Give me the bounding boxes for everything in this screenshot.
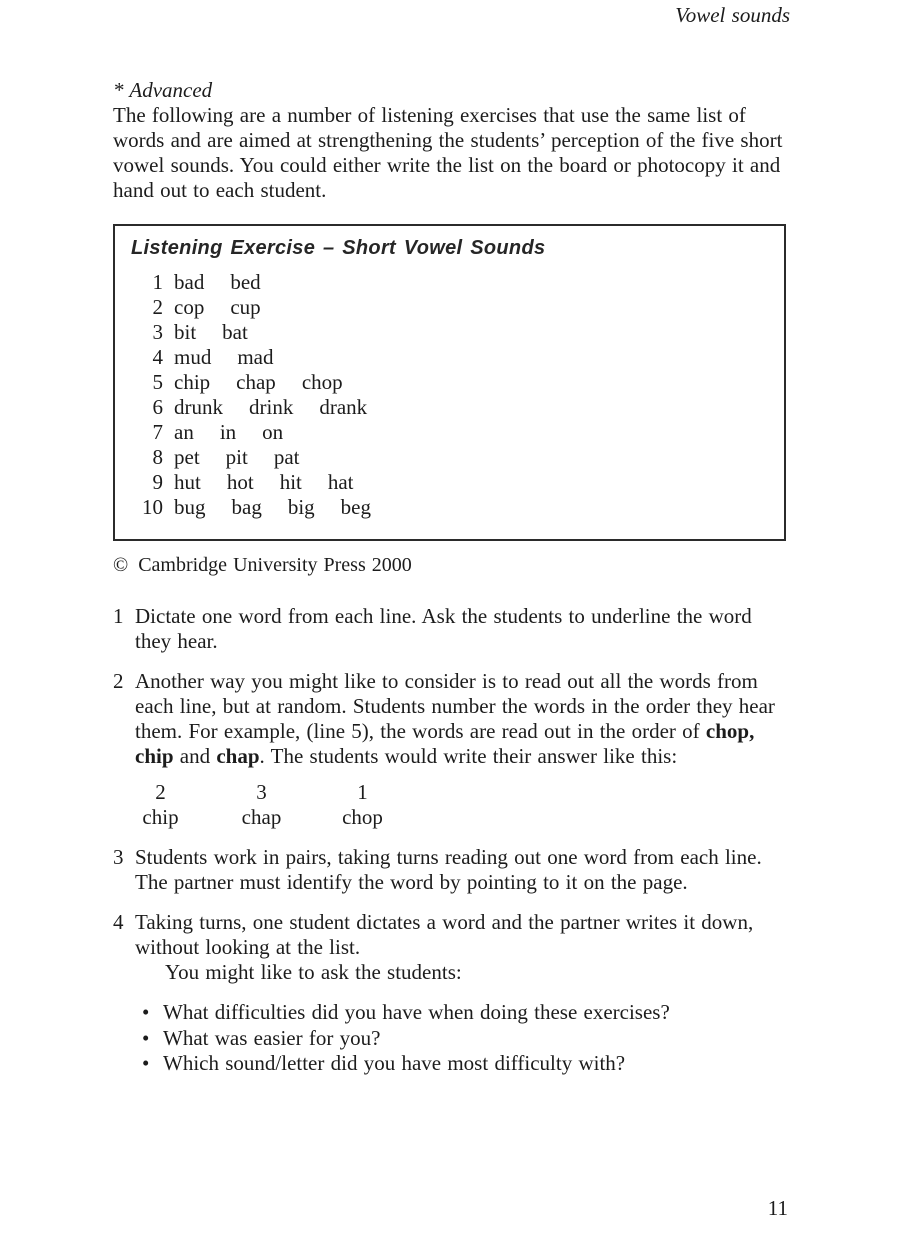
bold-word: chip xyxy=(135,744,174,768)
word: on xyxy=(262,420,284,444)
word: chip xyxy=(174,370,211,394)
word: bag xyxy=(231,495,262,519)
row-number: 4 xyxy=(152,345,163,369)
word: hut xyxy=(174,470,201,494)
example-column xyxy=(211,780,312,830)
word-row xyxy=(131,470,774,495)
word: bug xyxy=(174,495,206,519)
example-column xyxy=(110,780,211,830)
question-item xyxy=(113,1026,790,1052)
question-text: Which sound/letter did you have most difficulty with? xyxy=(163,1051,626,1075)
answer-example xyxy=(110,780,790,830)
word-row xyxy=(131,270,774,295)
word: pet xyxy=(174,445,200,469)
word-row xyxy=(131,320,774,345)
row-number: 8 xyxy=(152,445,163,469)
bullet-icon: • xyxy=(142,1025,150,1050)
bold-word: chap xyxy=(216,744,260,768)
word: mud xyxy=(174,345,212,369)
intro-section xyxy=(113,78,790,203)
running-header: Vowel sounds xyxy=(675,3,790,27)
word: mad xyxy=(237,345,274,369)
row-number: 6 xyxy=(152,395,163,419)
word-list xyxy=(131,270,774,520)
example-word: chop xyxy=(342,805,383,829)
word: cop xyxy=(174,295,205,319)
word: drink xyxy=(249,395,294,419)
instructions-list xyxy=(113,604,790,985)
instruction-text: Dictate one word from each line. Ask the students to underline the word they hear. xyxy=(135,604,752,653)
word: hot xyxy=(226,470,254,494)
instruction-item-3 xyxy=(113,845,790,895)
instruction-text: Students work in pairs, taking turns reading out one word from each line. The partner must identify the word by pointing to it on the page. xyxy=(135,845,762,894)
instruction-body xyxy=(135,604,790,654)
question-item xyxy=(113,1051,790,1077)
word-row xyxy=(131,295,774,320)
row-number: 10 xyxy=(142,495,163,519)
instruction-text xyxy=(135,669,790,769)
instruction-number: 1 xyxy=(113,604,124,628)
word: in xyxy=(219,420,237,444)
word: pat xyxy=(273,445,300,469)
word: pit xyxy=(225,445,248,469)
example-order-number: 1 xyxy=(357,780,368,804)
copyright-line: © Cambridge University Press 2000 xyxy=(113,554,412,576)
text-segment: Another way you might like to consider is to read out all the words from each line, but at random. Students number the words in the order they hear them. For example, (line 5), the words are read out in the order of xyxy=(135,669,775,743)
word-row xyxy=(131,420,774,445)
text-segment: . The students would write their answer like this: xyxy=(259,744,678,768)
instruction-item-1 xyxy=(113,604,790,654)
word-row xyxy=(131,345,774,370)
listening-exercise-box xyxy=(113,224,786,541)
word: hit xyxy=(279,470,302,494)
bullet-icon: • xyxy=(142,1000,150,1024)
example-order-number: 3 xyxy=(256,780,267,804)
exercise-box-title: Listening Exercise – Short Vowel Sounds xyxy=(131,237,546,259)
bold-word: chop, xyxy=(705,719,755,743)
word: chap xyxy=(236,370,276,394)
bullet-icon: • xyxy=(142,1051,150,1075)
row-number: 9 xyxy=(152,470,163,494)
word: beg xyxy=(340,495,371,519)
word-row xyxy=(131,445,774,470)
example-word: chap xyxy=(241,805,282,829)
example-column xyxy=(312,780,413,830)
word: chop xyxy=(301,370,343,394)
row-number: 2 xyxy=(152,295,163,319)
word: bad xyxy=(174,270,205,294)
instruction-body xyxy=(135,910,790,985)
word: drunk xyxy=(174,395,223,419)
intro-paragraph: The following are a number of listening exercises that use the same list of words and are aimed at strengthening the students’ perception of the five short vowel sounds. You could either write the list on the board or photocopy it and hand out to each student. xyxy=(113,103,783,202)
instruction-number: 4 xyxy=(113,910,124,934)
word: big xyxy=(287,495,315,519)
question-text: What was easier for you? xyxy=(163,1025,381,1050)
instruction-number: 3 xyxy=(113,845,124,869)
word-row xyxy=(131,395,774,420)
row-number: 1 xyxy=(152,270,163,294)
advanced-label: * Advanced xyxy=(113,78,213,102)
instruction-number: 2 xyxy=(113,669,124,693)
word: drank xyxy=(319,395,368,419)
word: bed xyxy=(230,270,261,294)
questions-intro: You might like to ask the students: xyxy=(165,960,462,984)
instruction-item-2 xyxy=(113,669,790,830)
instruction-body xyxy=(135,669,790,830)
question-item xyxy=(113,1000,790,1026)
word: bat xyxy=(222,320,248,344)
word: bit xyxy=(174,320,197,344)
word-row xyxy=(131,370,774,395)
question-text: What difficulties did you have when doing these exercises? xyxy=(163,1000,670,1024)
example-order-number: 2 xyxy=(155,780,166,804)
text-segment: and xyxy=(173,744,217,768)
instruction-item-4 xyxy=(113,910,790,985)
row-number: 3 xyxy=(152,320,163,344)
word: an xyxy=(174,420,194,444)
question-list xyxy=(113,1000,790,1077)
page-number: 11 xyxy=(767,1196,788,1220)
row-number: 5 xyxy=(152,370,163,394)
instruction-text: Taking turns, one student dictates a word and the partner writes it down, without looking at the list. xyxy=(135,910,754,959)
word: hat xyxy=(327,470,354,494)
word: cup xyxy=(230,295,261,319)
instruction-body xyxy=(135,845,790,895)
word-row xyxy=(131,495,774,520)
row-number: 7 xyxy=(152,420,163,444)
example-word: chip xyxy=(142,805,179,829)
